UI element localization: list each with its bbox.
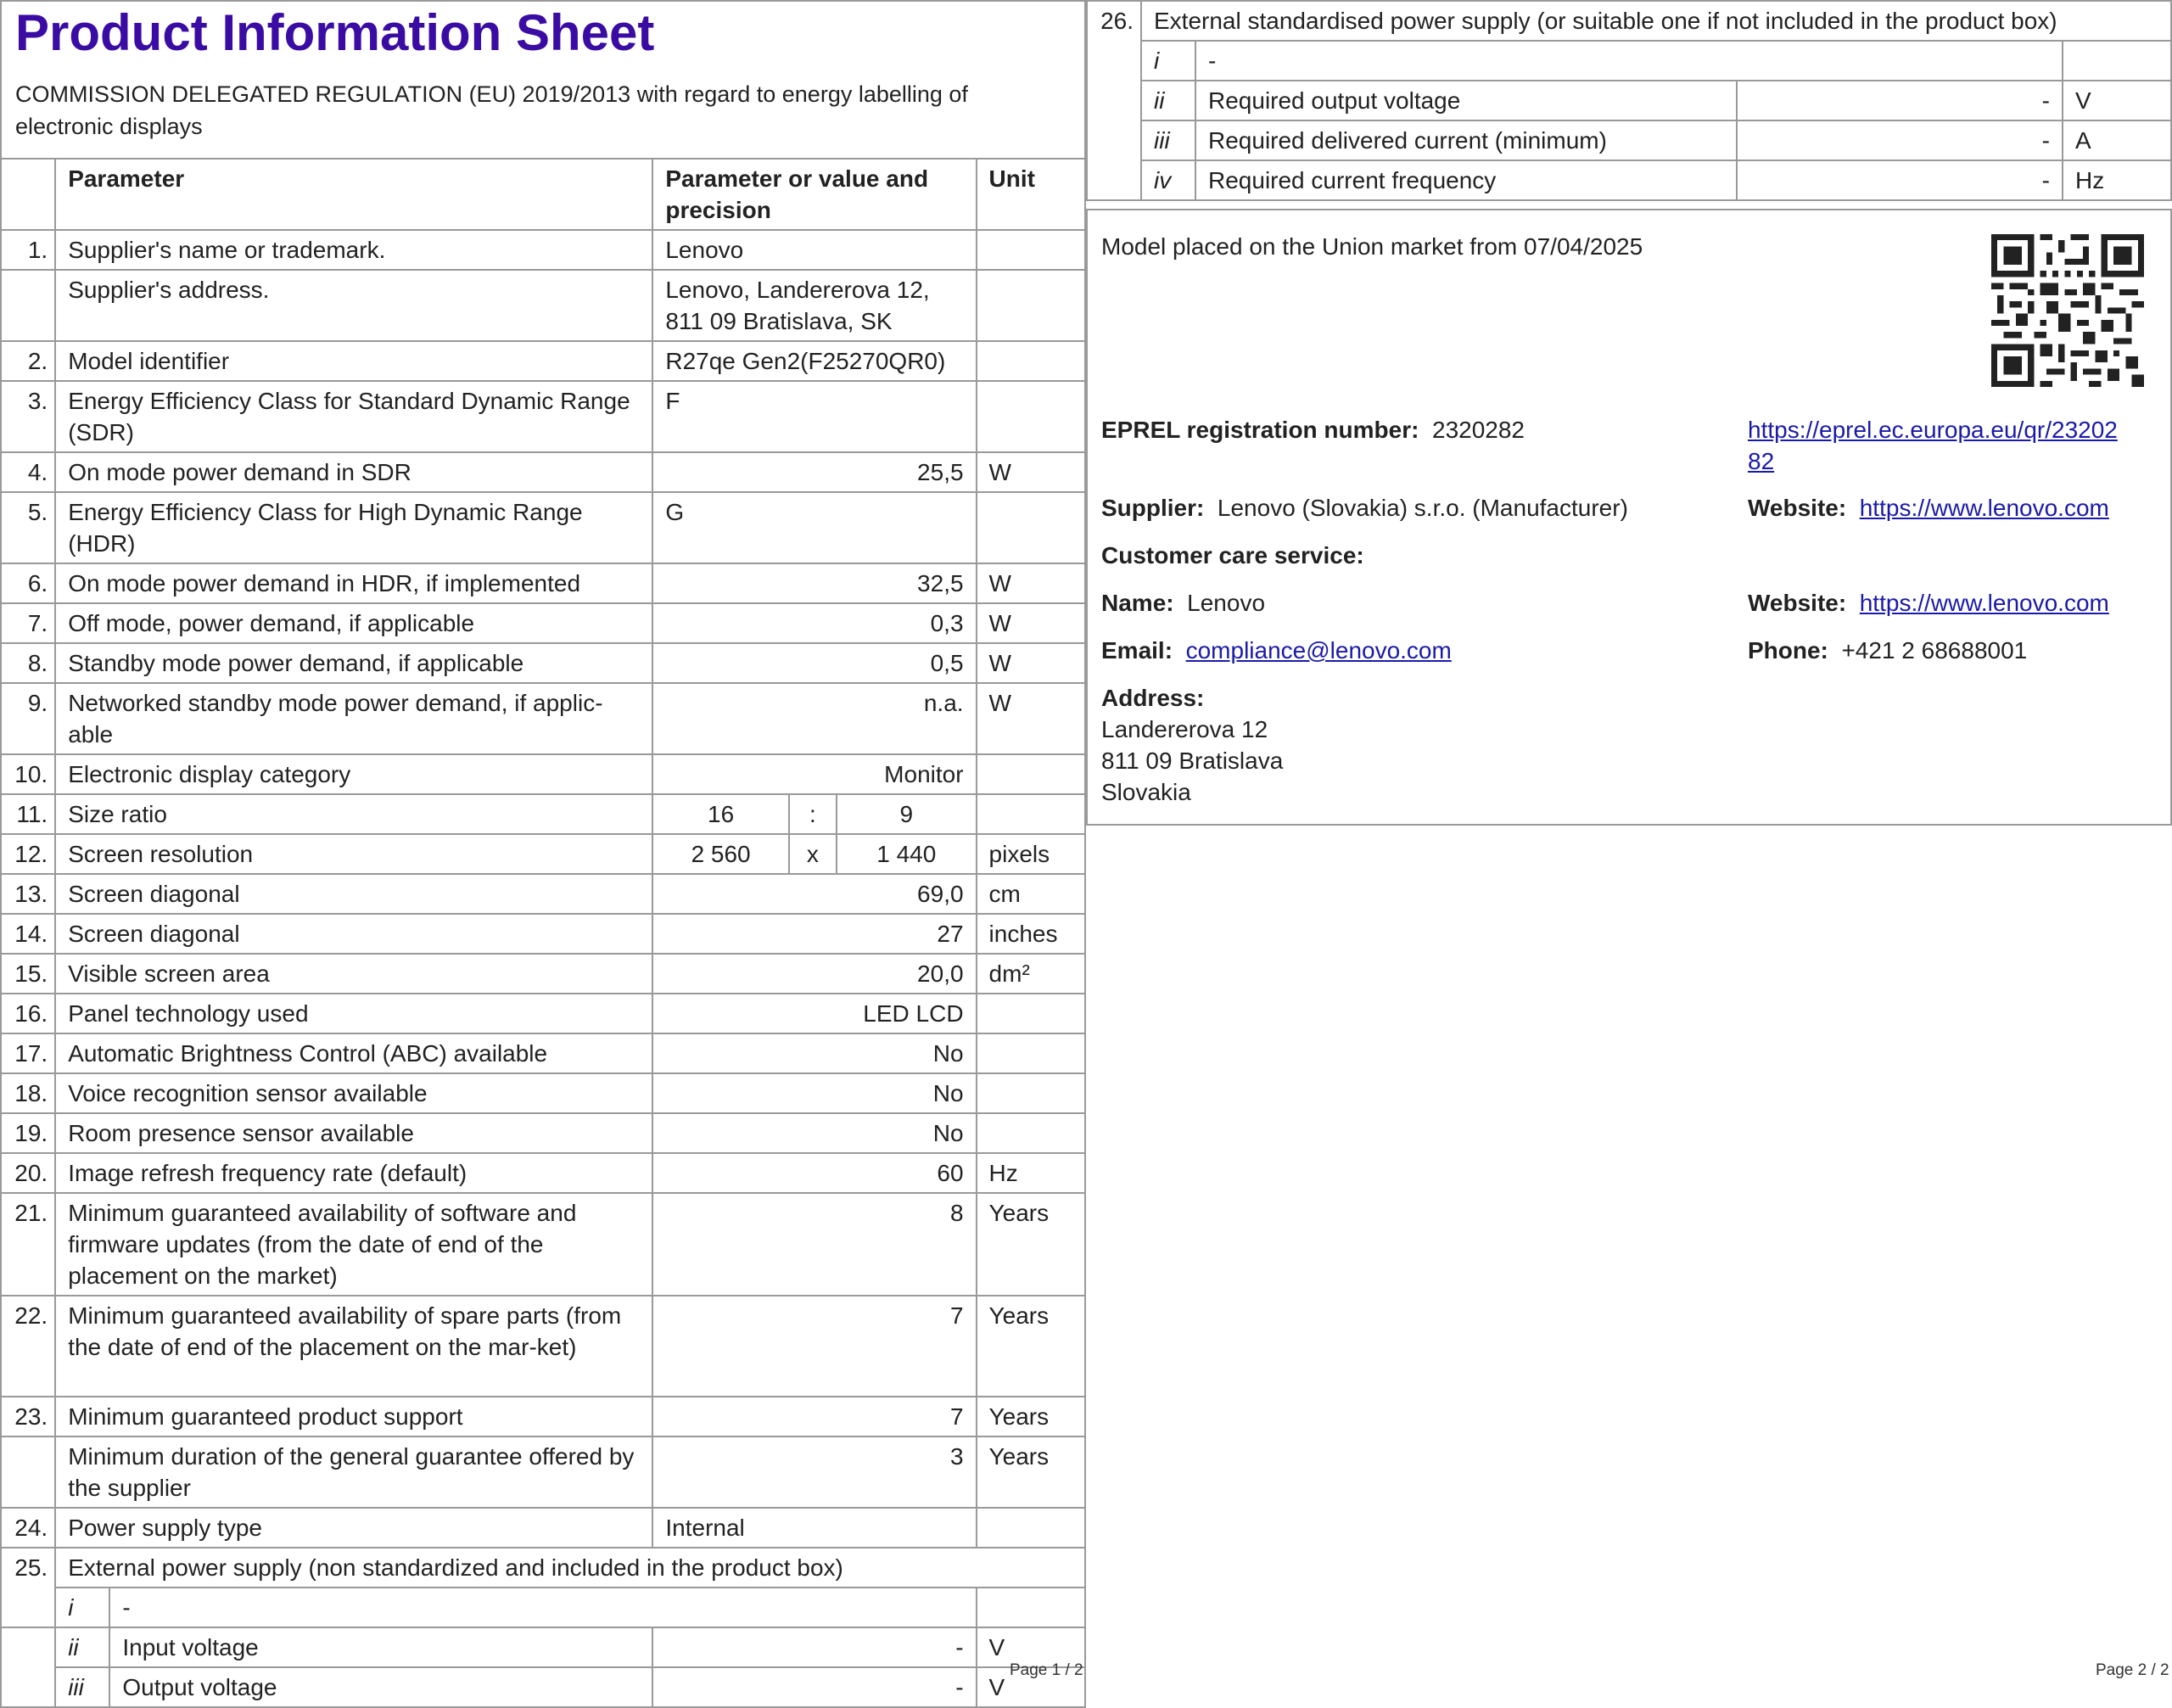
row-parameter: Supplier's name or trademark. [55, 230, 652, 270]
eprel-row [1101, 414, 1525, 445]
row-parameter: Screen resolution [55, 834, 652, 874]
row-number: 24. [1, 1508, 55, 1548]
row-number: 1. [1, 230, 55, 270]
email-label: Email: [1101, 637, 1173, 664]
sub-row-unit: V [977, 1667, 1085, 1707]
row-unit: Years [977, 1436, 1085, 1508]
resolution-width: 2 560 [652, 834, 788, 874]
row-number: 10. [1, 754, 55, 794]
row-parameter: Power supply type [55, 1508, 652, 1548]
supplier-row [1101, 492, 1628, 524]
table-row [1, 1548, 1085, 1588]
row-value: No [652, 1073, 976, 1113]
row-parameter: External power supply (non standardized and included in the product box) [55, 1548, 1085, 1588]
row-unit [977, 1113, 1085, 1153]
address-line-1: Landererova 12 [1101, 716, 1268, 742]
table-row [1, 1667, 1085, 1707]
row-unit [977, 794, 1085, 834]
care-website-link[interactable]: https://www.lenovo.com [1859, 590, 2109, 616]
row-unit [977, 381, 1085, 452]
row-number: 25. [1, 1548, 55, 1627]
row-value: 3 [652, 1436, 976, 1508]
sub-row-value: - [1737, 81, 2063, 120]
row-value: LED LCD [652, 994, 976, 1033]
row-parameter: Supplier's address. [55, 270, 652, 341]
page-number: Page 1 / 2 [1010, 1661, 1083, 1679]
row-number: 6. [1, 563, 55, 603]
eprel-label: EPREL registration number: [1101, 417, 1419, 443]
row-parameter: Networked standby mode power demand, if applic-able [55, 683, 652, 754]
row-value: Internal [652, 1508, 976, 1548]
table-row [1, 874, 1085, 914]
row-number: 4. [1, 452, 55, 492]
row-number [1, 1436, 55, 1508]
eprel-number: 2320282 [1432, 417, 1525, 443]
table-row [1, 381, 1085, 452]
row-number [1, 270, 55, 341]
ratio-height: 9 [837, 794, 977, 834]
sub-row-number: i [1141, 41, 1195, 81]
email-row [1101, 635, 1452, 666]
row-parameter: Minimum guaranteed product support [55, 1397, 652, 1436]
address-block [1101, 682, 1283, 808]
phone-label: Phone: [1748, 637, 1828, 664]
regulation-subtitle: COMMISSION DELEGATED REGULATION (EU) 2019/2013 with regard to energy labelling of electronic displays [15, 81, 968, 139]
ratio-separator: : [789, 794, 837, 834]
sub-row-parameter: Required current frequency [1195, 160, 1737, 200]
sub-row-unit: A [2063, 120, 2171, 160]
sub-row-number: ii [1141, 81, 1195, 120]
table-row [1, 270, 1085, 341]
supplier-name: Lenovo (Slovakia) s.r.o. (Manufacturer) [1217, 495, 1628, 521]
address-line-2: 811 09 Bratislava [1101, 748, 1284, 774]
address-line-3: Slovakia [1101, 779, 1191, 805]
row-number: 20. [1, 1153, 55, 1193]
address-label: Address: [1101, 685, 1205, 711]
care-website-label: Website: [1748, 590, 1847, 616]
row-parameter: Minimum guaranteed availability of spare parts (from the date of end of the placement on the mar-ket) [55, 1296, 652, 1397]
row-parameter: Off mode, power demand, if applicable [55, 603, 652, 643]
row-unit [977, 1033, 1085, 1073]
sub-row-value: - [652, 1667, 976, 1707]
row-unit: inches [977, 914, 1085, 954]
table-row [1, 341, 1085, 381]
sub-row-number: iii [1141, 120, 1195, 160]
row-number: 14. [1, 914, 55, 954]
row-parameter: On mode power demand in HDR, if implemented [55, 563, 652, 603]
table-row [1, 1627, 1085, 1667]
sub-row-number: iii [55, 1667, 109, 1707]
row-number: 11. [1, 794, 55, 834]
header-unit: Unit [977, 159, 1085, 230]
table-row [1087, 81, 2171, 120]
table-row [1, 834, 1085, 874]
table-row [1, 563, 1085, 603]
row-parameter: Energy Efficiency Class for Standard Dynamic Range (SDR) [55, 381, 652, 452]
row-number: 15. [1, 954, 55, 994]
table-row [1, 994, 1085, 1033]
row-number: 8. [1, 643, 55, 683]
row-parameter: Screen diagonal [55, 874, 652, 914]
row-parameter: External standardised power supply (or suitable one if not included in the product box) [1141, 1, 2171, 41]
row-number: 2. [1, 341, 55, 381]
table-row [1, 492, 1085, 563]
parameters-table [0, 158, 1086, 1708]
table-row [1, 794, 1085, 834]
row-number: 9. [1, 683, 55, 754]
eprel-link[interactable]: https://eprel.ec.europa.eu/qr/2320282 [1748, 417, 2118, 474]
supplier-info-box [1086, 209, 2172, 826]
ratio-width: 16 [652, 794, 788, 834]
table-row [1, 643, 1085, 683]
row-value: No [652, 1113, 976, 1153]
row-value: n.a. [652, 683, 976, 754]
row-unit: W [977, 452, 1085, 492]
row-unit: W [977, 643, 1085, 683]
row-value: R27qe Gen2(F25270QR0) [652, 341, 976, 381]
row-unit [977, 341, 1085, 381]
table-row [1, 1508, 1085, 1548]
table-row [1, 1296, 1085, 1397]
resolution-separator: x [789, 834, 837, 874]
page-title: Product Information Sheet [15, 4, 655, 61]
row-parameter: Energy Efficiency Class for High Dynamic Range (HDR) [55, 492, 652, 563]
row-unit: cm [977, 874, 1085, 914]
row-parameter: Room presence sensor available [55, 1113, 652, 1153]
sub-row-number: ii [55, 1627, 109, 1667]
website-link[interactable]: https://www.lenovo.com [1859, 495, 2109, 521]
table-row [1087, 1, 2171, 41]
table-row [1, 452, 1085, 492]
care-name-value: Lenovo [1187, 590, 1266, 616]
row-value: 8 [652, 1193, 976, 1296]
row-unit: Years [977, 1193, 1085, 1296]
row-value: No [652, 1033, 976, 1073]
row-number: 22. [1, 1296, 55, 1397]
sub-row-parameter: Input voltage [109, 1627, 652, 1667]
sub-row-parameter: - [109, 1588, 976, 1627]
market-placement-date: Model placed on the Union market from 07/04/2025 [1101, 233, 1643, 260]
row-value: Lenovo [652, 230, 976, 270]
row-unit [977, 1508, 1085, 1548]
row-value: 32,5 [652, 563, 976, 603]
care-website-row [1748, 587, 2109, 619]
resolution-height: 1 440 [837, 834, 977, 874]
table-row [1087, 160, 2171, 200]
table-row [1087, 41, 2171, 81]
row-value: 25,5 [652, 452, 976, 492]
customer-care-heading: Customer care service: [1101, 542, 1364, 568]
sub-row-parameter: - [1195, 41, 2063, 81]
row-number: 21. [1, 1193, 55, 1296]
row-unit [977, 270, 1085, 341]
table-row [1, 1436, 1085, 1508]
table-row [1, 1588, 1085, 1627]
row-value: 7 [652, 1397, 976, 1436]
header-value: Parameter or value and precision [652, 159, 976, 230]
sub-row-unit: V [2063, 81, 2171, 120]
header-parameter: Parameter [55, 159, 652, 230]
row-parameter: Minimum guaranteed availability of software and firmware updates (from the date of end of the placement on the market) [55, 1193, 652, 1296]
row-number: 3. [1, 381, 55, 452]
row-number: 13. [1, 874, 55, 914]
row-unit [977, 492, 1085, 563]
row-number: 18. [1, 1073, 55, 1113]
power-supply-table [1086, 0, 2172, 201]
row-unit: W [977, 563, 1085, 603]
sub-row-number: iv [1141, 160, 1195, 200]
row-parameter: Screen diagonal [55, 914, 652, 954]
sub-row-value: - [1737, 120, 2063, 160]
sub-row-value: - [1737, 160, 2063, 200]
row-number: 19. [1, 1113, 55, 1153]
row-value: 27 [652, 914, 976, 954]
table-row [1, 1153, 1085, 1193]
row-number: 12. [1, 834, 55, 874]
row-parameter: Voice recognition sensor available [55, 1073, 652, 1113]
row-number: 5. [1, 492, 55, 563]
row-unit: Hz [977, 1153, 1085, 1193]
care-name-label: Name: [1101, 590, 1174, 616]
row-unit [977, 230, 1085, 270]
row-value: G [652, 492, 976, 563]
table-row [1, 954, 1085, 994]
care-name-row [1101, 587, 1265, 619]
row-value: 60 [652, 1153, 976, 1193]
row-value: 7 [652, 1296, 976, 1397]
table-row [1, 1073, 1085, 1113]
sub-row-parameter: Required output voltage [1195, 81, 1737, 120]
row-parameter: Size ratio [55, 794, 652, 834]
sub-row-number: i [55, 1588, 109, 1627]
table-row [1, 683, 1085, 754]
sub-row-parameter: Output voltage [109, 1667, 652, 1707]
row-value: 20,0 [652, 954, 976, 994]
table-row [1, 603, 1085, 643]
row-value: 69,0 [652, 874, 976, 914]
row-unit: W [977, 683, 1085, 754]
row-value: 0,5 [652, 643, 976, 683]
table-row [1, 1113, 1085, 1153]
phone-row [1748, 635, 2027, 666]
row-parameter: Standby mode power demand, if applicable [55, 643, 652, 683]
row-unit [977, 1073, 1085, 1113]
table-row [1087, 120, 2171, 160]
page-number: Page 2 / 2 [2096, 1661, 2169, 1679]
sub-row-parameter: Required delivered current (minimum) [1195, 120, 1737, 160]
row-value: Monitor [652, 754, 976, 794]
sheet-header [0, 0, 1086, 160]
table-row [1, 1193, 1085, 1296]
website-label: Website: [1748, 495, 1847, 521]
row-parameter: Visible screen area [55, 954, 652, 994]
row-number: 7. [1, 603, 55, 643]
table-row [1, 914, 1085, 954]
table-row [1, 230, 1085, 270]
row-value: Lenovo, Landererova 12, 811 09 Bratislava, SK [652, 270, 976, 341]
row-parameter: Panel technology used [55, 994, 652, 1033]
table-header-row [1, 159, 1085, 230]
sub-row-unit: Hz [2063, 160, 2171, 200]
row-unit [977, 994, 1085, 1033]
qr-code-icon[interactable] [1991, 234, 2144, 387]
table-row [1, 754, 1085, 794]
row-value: 0,3 [652, 603, 976, 643]
email-link[interactable]: compliance@lenovo.com [1185, 637, 1452, 664]
row-unit: W [977, 603, 1085, 643]
page-1 [0, 0, 1086, 1700]
row-number: 26. [1087, 1, 1141, 200]
row-unit: Years [977, 1296, 1085, 1397]
table-row [1, 1033, 1085, 1073]
row-parameter: Electronic display category [55, 754, 652, 794]
row-parameter: Minimum duration of the general guarantee offered by the supplier [55, 1436, 652, 1508]
row-unit: Years [977, 1397, 1085, 1436]
row-number: 16. [1, 994, 55, 1033]
row-number: 17. [1, 1033, 55, 1073]
row-parameter: Image refresh frequency rate (default) [55, 1153, 652, 1193]
table-row [1, 1397, 1085, 1436]
sub-row-value: - [652, 1627, 976, 1667]
sub-row-unit: V [977, 1627, 1085, 1667]
row-parameter: Model identifier [55, 341, 652, 381]
website-row [1748, 492, 2109, 524]
supplier-label: Supplier: [1101, 495, 1205, 521]
row-unit [977, 754, 1085, 794]
phone-value: +421 2 68688001 [1841, 637, 2028, 664]
row-unit: pixels [977, 834, 1085, 874]
row-number: 23. [1, 1397, 55, 1436]
row-parameter: On mode power demand in SDR [55, 452, 652, 492]
row-parameter: Automatic Brightness Control (ABC) available [55, 1033, 652, 1073]
row-unit: dm² [977, 954, 1085, 994]
row-value: F [652, 381, 976, 452]
